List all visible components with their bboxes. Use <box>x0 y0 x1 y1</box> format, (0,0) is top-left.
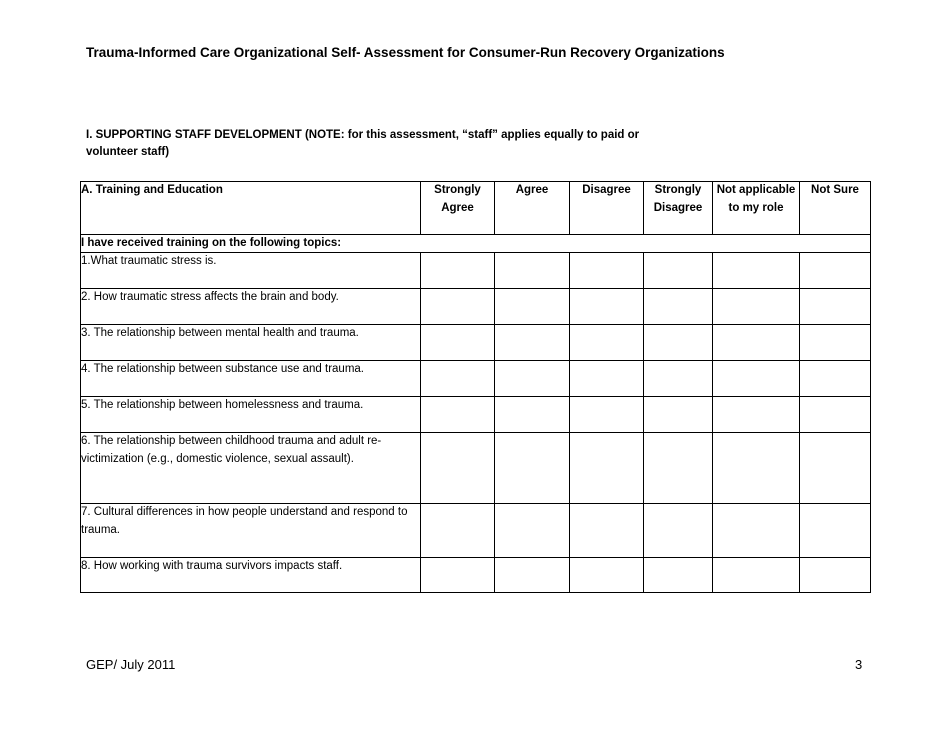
header-strongly-agree: Strongly Agree <box>421 182 495 235</box>
cell-strongly-disagree[interactable] <box>644 504 713 558</box>
cell-agree[interactable] <box>495 361 570 397</box>
cell-not-sure[interactable] <box>800 558 871 593</box>
cell-disagree[interactable] <box>570 325 644 361</box>
cell-strongly-agree[interactable] <box>421 504 495 558</box>
cell-strongly-agree[interactable] <box>421 325 495 361</box>
cell-not-sure[interactable] <box>800 504 871 558</box>
cell-disagree[interactable] <box>570 289 644 325</box>
cell-strongly-agree[interactable] <box>421 433 495 504</box>
table-subheading-row <box>81 235 871 253</box>
cell-strongly-agree[interactable] <box>421 289 495 325</box>
cell-agree[interactable] <box>495 433 570 504</box>
cell-not-sure[interactable] <box>800 325 871 361</box>
table-header-row <box>81 182 871 235</box>
cell-not-applicable[interactable] <box>713 433 800 504</box>
cell-not-applicable[interactable] <box>713 325 800 361</box>
cell-agree[interactable] <box>495 253 570 289</box>
cell-disagree[interactable] <box>570 361 644 397</box>
footer-label: GEP/ July 2011 <box>86 657 176 672</box>
cell-strongly-agree[interactable] <box>421 397 495 433</box>
table-row <box>81 253 871 289</box>
item-label: 7. Cultural differences in how people understand and respond to trauma. <box>81 504 421 558</box>
table-row <box>81 504 871 558</box>
table-subheading: I have received training on the following topics: <box>81 235 871 253</box>
table-row <box>81 325 871 361</box>
cell-disagree[interactable] <box>570 558 644 593</box>
cell-not-applicable[interactable] <box>713 253 800 289</box>
cell-strongly-disagree[interactable] <box>644 558 713 593</box>
item-label: 6. The relationship between childhood trauma and adult re-victimization (e.g., domestic violence, sexual assault). <box>81 433 421 504</box>
item-label: 3. The relationship between mental health and trauma. <box>81 325 421 361</box>
item-label: 5. The relationship between homelessness and trauma. <box>81 397 421 433</box>
item-label: 8. How working with trauma survivors impacts staff. <box>81 558 421 593</box>
cell-not-applicable[interactable] <box>713 397 800 433</box>
cell-not-applicable[interactable] <box>713 289 800 325</box>
cell-not-applicable[interactable] <box>713 504 800 558</box>
cell-disagree[interactable] <box>570 504 644 558</box>
cell-not-applicable[interactable] <box>713 558 800 593</box>
cell-not-sure[interactable] <box>800 253 871 289</box>
table-row <box>81 433 871 504</box>
header-disagree: Disagree <box>570 182 644 235</box>
header-training-and-education: A. Training and Education <box>81 182 421 235</box>
cell-not-sure[interactable] <box>800 361 871 397</box>
cell-agree[interactable] <box>495 558 570 593</box>
section-heading: I. SUPPORTING STAFF DEVELOPMENT (NOTE: for this assessment, “staff” applies equally to paid or volunteer staff) <box>86 129 640 158</box>
cell-strongly-disagree[interactable] <box>644 325 713 361</box>
cell-agree[interactable] <box>495 504 570 558</box>
document-title: Trauma-Informed Care Organizational Self- Assessment for Consumer-Run Recovery Organizations <box>86 45 725 60</box>
cell-agree[interactable] <box>495 289 570 325</box>
item-label: 1.What traumatic stress is. <box>81 253 421 289</box>
cell-strongly-agree[interactable] <box>421 558 495 593</box>
cell-not-applicable[interactable] <box>713 361 800 397</box>
cell-not-sure[interactable] <box>800 289 871 325</box>
item-label: 4. The relationship between substance use and trauma. <box>81 361 421 397</box>
cell-disagree[interactable] <box>570 253 644 289</box>
item-label: 2. How traumatic stress affects the brain and body. <box>81 289 421 325</box>
header-not-sure: Not Sure <box>800 182 871 235</box>
cell-strongly-disagree[interactable] <box>644 289 713 325</box>
cell-strongly-disagree[interactable] <box>644 361 713 397</box>
cell-strongly-disagree[interactable] <box>644 433 713 504</box>
table-row <box>81 361 871 397</box>
cell-strongly-disagree[interactable] <box>644 397 713 433</box>
cell-agree[interactable] <box>495 325 570 361</box>
cell-disagree[interactable] <box>570 433 644 504</box>
header-agree: Agree <box>495 182 570 235</box>
header-not-applicable: Not applicable to my role <box>713 182 800 235</box>
cell-not-sure[interactable] <box>800 433 871 504</box>
table-row <box>81 289 871 325</box>
cell-disagree[interactable] <box>570 397 644 433</box>
table-row <box>81 558 871 593</box>
table-row <box>81 397 871 433</box>
header-strongly-disagree: Strongly Disagree <box>644 182 713 235</box>
assessment-table <box>80 181 871 593</box>
page-number: 3 <box>855 657 863 672</box>
cell-not-sure[interactable] <box>800 397 871 433</box>
cell-strongly-agree[interactable] <box>421 253 495 289</box>
cell-strongly-agree[interactable] <box>421 361 495 397</box>
cell-agree[interactable] <box>495 397 570 433</box>
cell-strongly-disagree[interactable] <box>644 253 713 289</box>
